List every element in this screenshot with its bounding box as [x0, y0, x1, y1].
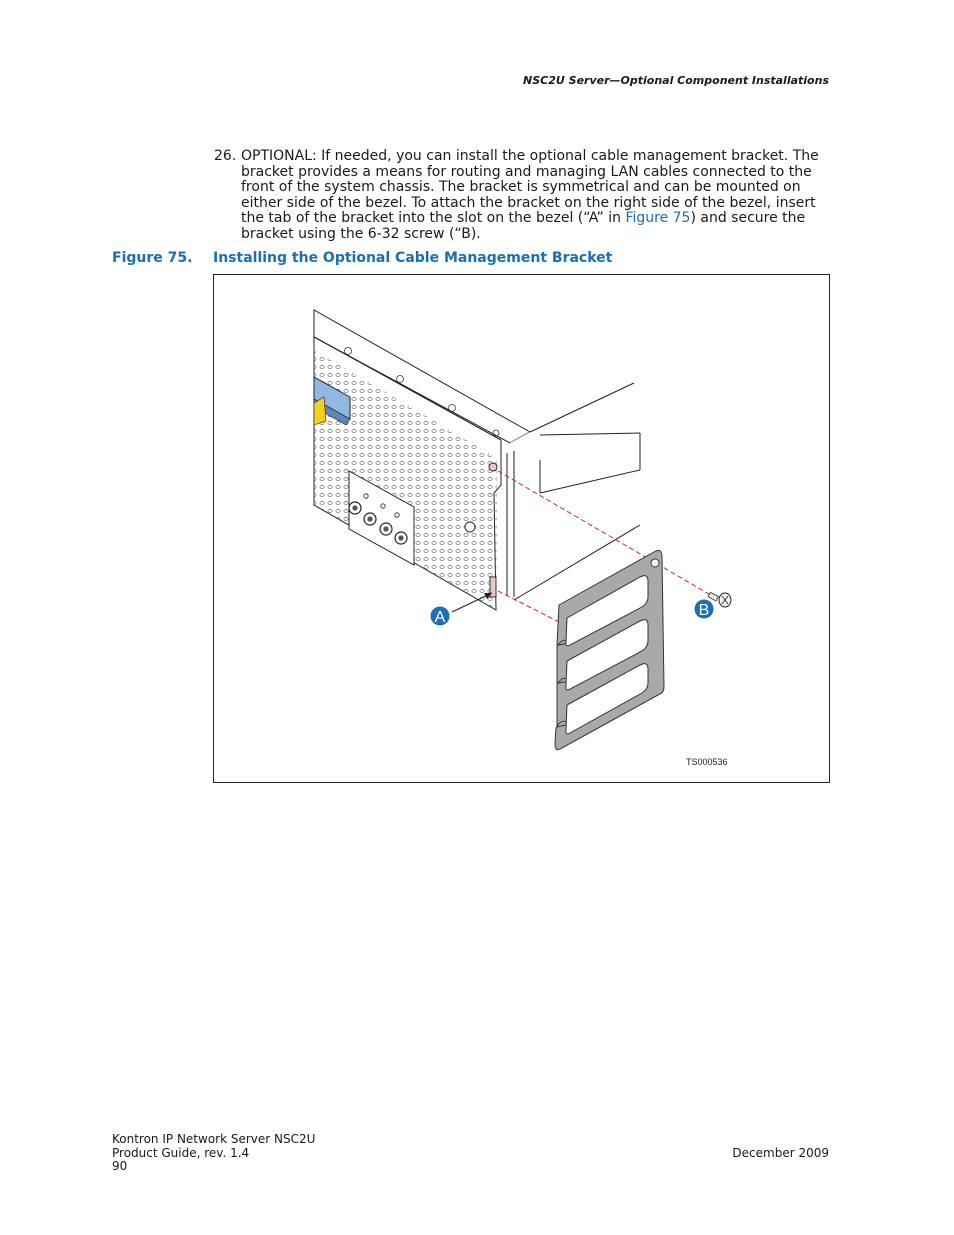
footer-date: December 2009: [732, 1146, 829, 1160]
footer-left: [112, 1133, 315, 1174]
running-header: NSC2U Server—Optional Component Installations: [523, 74, 829, 87]
figure-link[interactable]: Figure 75: [625, 210, 691, 227]
figure-frame: [213, 274, 830, 783]
callout-a-label: A: [434, 609, 446, 626]
chassis-side-body: [507, 383, 640, 600]
cable-management-bracket: [555, 550, 664, 749]
page-number: 90: [112, 1159, 128, 1173]
figure-title: Installing the Optional Cable Management Bracket: [213, 250, 613, 266]
step-text: [241, 149, 830, 243]
step-text-after: ) and secure the bracket using the 6-32 screw (“B).: [241, 210, 806, 242]
callout-b-label: B: [698, 602, 710, 619]
figure-id: TS000536: [686, 757, 728, 767]
footer-guide: Product Guide, rev. 1.4: [112, 1145, 250, 1160]
callout-a: [431, 607, 450, 627]
callout-b: [695, 600, 714, 620]
step-text-before: OPTIONAL: If needed, you can install the optional cable management bracket. The bracket provides a means for routing and managing LAN cables connected to the front of the system chassis. The bracket is symmetrical and can be mounted on either side of the bezel. To attach the bracket on the right side of the bezel, insert the tab of the bracket into the slot on the bezel (“A” in: [241, 148, 819, 227]
figure-caption: [112, 250, 613, 266]
figure-label: Figure 75.: [112, 250, 193, 266]
step-number: 26.: [214, 148, 237, 164]
footer-product: Kontron IP Network Server NSC2U: [112, 1132, 316, 1146]
bracket-installation-illustration: [214, 275, 829, 782]
step-26: [214, 149, 830, 243]
